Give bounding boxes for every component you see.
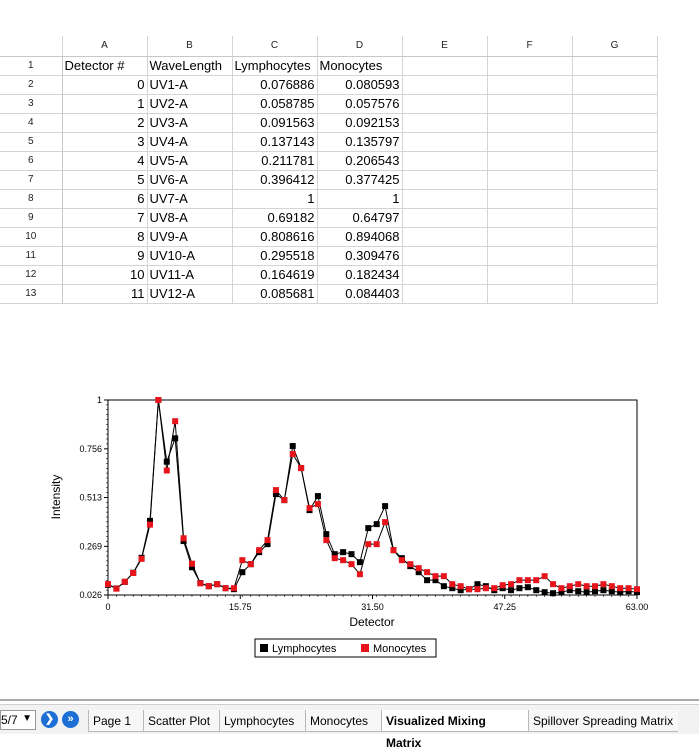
data-point [634,586,640,592]
data-point [172,418,178,424]
cell[interactable]: 0.894068 [317,227,402,246]
cell[interactable] [487,151,572,170]
data-point [390,547,396,553]
data-point [542,573,548,579]
table-row [0,170,657,189]
data-point [508,587,514,593]
cell[interactable] [572,284,657,303]
data-point [449,581,455,587]
data-point [609,583,615,589]
cell[interactable]: 1 [232,189,317,208]
cell[interactable]: 0.091563 [232,113,317,132]
cell[interactable] [402,189,487,208]
cell[interactable] [487,132,572,151]
cell[interactable] [402,265,487,284]
data-point [357,571,363,577]
cell[interactable] [572,246,657,265]
data-point [533,577,539,583]
y-tick-label: 1 [96,395,102,405]
data-point [516,577,522,583]
table-row [0,94,657,113]
cell[interactable]: UV8-A [147,208,232,227]
cell[interactable]: 10 [62,265,147,284]
cell[interactable] [402,75,487,94]
cell[interactable]: 0.137143 [232,132,317,151]
cell[interactable]: 0.084403 [317,284,402,303]
cell[interactable]: 5 [62,170,147,189]
y-tick-label: 0.513 [79,492,102,503]
legend-swatch-monocytes [361,644,369,652]
cell[interactable] [572,208,657,227]
cell[interactable]: 0.211781 [232,151,317,170]
data-point [349,551,355,557]
data-point [113,586,119,592]
data-point [550,590,556,596]
cell[interactable] [572,132,657,151]
cell[interactable] [487,227,572,246]
column-header[interactable]: A [62,36,147,56]
cell[interactable]: 0.135797 [317,132,402,151]
cell[interactable] [572,265,657,284]
cell[interactable]: 0.057576 [317,94,402,113]
cell[interactable] [487,113,572,132]
column-header[interactable]: G [572,36,657,56]
tab-spillover-spreading-matrix[interactable]: Spillover Spreading Matrix [528,710,678,732]
data-point [105,581,111,587]
cell[interactable] [402,170,487,189]
data-point [323,537,329,543]
cell[interactable] [572,56,657,75]
data-point [206,583,212,589]
data-point [189,561,195,567]
cell[interactable]: 4 [62,151,147,170]
data-point [340,557,346,563]
cell[interactable]: 0.164619 [232,265,317,284]
data-point [307,505,313,511]
data-point [340,549,346,555]
cell[interactable]: 8 [62,227,147,246]
cell[interactable]: 9 [62,246,147,265]
data-point [164,467,170,473]
cell[interactable] [402,132,487,151]
cell[interactable]: 0.080593 [317,75,402,94]
x-tick-label: 15.75 [228,602,252,612]
table-row [0,246,657,265]
column-header[interactable]: D [317,36,402,56]
cell[interactable] [487,284,572,303]
data-point [256,547,262,553]
corner-cell[interactable] [0,36,62,56]
tab-lymphocytes[interactable]: Lymphocytes [219,710,305,732]
data-point [248,561,254,567]
data-point [466,586,472,592]
data-point [273,487,279,493]
data-point [382,503,388,509]
data-point [399,557,405,563]
table-row [0,189,657,208]
data-point [223,585,229,591]
cell[interactable]: 0.295518 [232,246,317,265]
data-point [122,579,128,585]
cell[interactable] [402,113,487,132]
x-tick-label: 63.00 [625,602,649,612]
row-number[interactable]: 11 [0,246,62,265]
cell[interactable] [402,284,487,303]
spectrum-chart [40,385,649,665]
data-point [181,535,187,541]
legend-label-lymphocytes: Lymphocytes [272,643,337,655]
cell[interactable]: 6 [62,189,147,208]
data-point [575,581,581,587]
data-point [231,585,237,591]
cell[interactable]: 0 [62,75,147,94]
data-point [281,497,287,503]
legend [255,639,436,657]
cell[interactable] [572,75,657,94]
cell[interactable] [572,189,657,208]
data-point [525,577,531,583]
cell[interactable] [487,56,572,75]
table-row [0,113,657,132]
cell[interactable] [572,227,657,246]
cell[interactable]: 0.64797 [317,208,402,227]
legend-label-monocytes: Monocytes [373,643,427,655]
tab-page-1[interactable]: Page 1 [88,710,143,732]
data-point [432,573,438,579]
cell[interactable]: UV10-A [147,246,232,265]
cell[interactable]: UV1-A [147,75,232,94]
cell[interactable]: 0.309476 [317,246,402,265]
data-point [197,580,203,586]
next-page-icon[interactable]: ❯ [41,711,58,728]
cell[interactable]: 0.808616 [232,227,317,246]
row-number[interactable]: 3 [0,94,62,113]
data-point [567,583,573,589]
cell[interactable]: 0.69182 [232,208,317,227]
column-header[interactable]: F [487,36,572,56]
column-header[interactable]: E [402,36,487,56]
cell[interactable]: 0.058785 [232,94,317,113]
data-point [500,582,506,588]
data-point [542,589,548,595]
y-axis [79,395,108,600]
cell[interactable] [572,94,657,113]
x-tick-label: 47.25 [493,602,517,612]
cell[interactable] [402,56,487,75]
y-tick-label: 0.756 [79,443,102,454]
data-point [508,581,514,587]
row-number[interactable]: 5 [0,132,62,151]
tab-monocytes[interactable]: Monocytes [305,710,381,732]
cell[interactable]: 0.085681 [232,284,317,303]
data-point [315,501,321,507]
cell[interactable]: 2 [62,113,147,132]
table-row [0,132,657,151]
y-axis-label: Intensity [49,474,63,520]
cell[interactable]: UV3-A [147,113,232,132]
data-point [491,585,497,591]
row-number[interactable]: 7 [0,170,62,189]
data-point [374,541,380,547]
data-point [424,577,430,583]
chart-svg [40,385,649,665]
cell[interactable]: WaveLength [147,56,232,75]
cell[interactable]: 11 [62,284,147,303]
data-point [139,556,145,562]
cell[interactable] [402,208,487,227]
table-row [0,284,657,303]
cell[interactable]: 7 [62,208,147,227]
table-row [0,151,657,170]
cell[interactable] [402,227,487,246]
cell[interactable]: UV5-A [147,151,232,170]
tab-scatter-plot[interactable]: Scatter Plot [143,710,219,732]
table-row [0,227,657,246]
row-number[interactable]: 9 [0,208,62,227]
data-point [416,565,422,571]
data-point [155,397,161,403]
cell[interactable] [487,75,572,94]
column-header[interactable]: B [147,36,232,56]
cell[interactable]: UV9-A [147,227,232,246]
data-point [407,561,413,567]
cell[interactable]: 3 [62,132,147,151]
data-point [290,451,296,457]
cell[interactable]: UV2-A [147,94,232,113]
header-data-row [0,56,657,75]
tab-visualized-mixing-matrix[interactable]: Visualized Mixing Matrix [381,710,528,732]
data-point [525,584,531,590]
cell[interactable] [572,170,657,189]
data-point [365,541,371,547]
cell[interactable] [572,151,657,170]
data-point [441,583,447,589]
x-tick-label: 31.50 [361,602,384,612]
x-axis-label: Detector [349,615,395,629]
cell[interactable]: UV12-A [147,284,232,303]
data-point [600,581,606,587]
page-selector-value: 5/7 [1,713,18,727]
data-point [558,585,564,591]
last-page-icon[interactable]: » [62,711,79,728]
spreadsheet [0,36,658,304]
table-row [0,75,657,94]
data-point [474,586,480,592]
y-tick-label: 0.026 [79,590,102,600]
data-point [584,583,590,589]
data-point [382,519,388,525]
x-tick-label: 0 [105,602,111,612]
data-point [458,583,464,589]
spreadsheet-grid [0,36,658,304]
cell[interactable]: UV6-A [147,170,232,189]
data-point [550,581,556,587]
cell[interactable] [402,151,487,170]
cell[interactable] [487,208,572,227]
row-number[interactable]: 1 [0,56,62,75]
page-selector[interactable] [0,710,36,730]
cell[interactable] [572,113,657,132]
data-point [626,585,632,591]
data-point [265,537,271,543]
cell[interactable]: Detector # [62,56,147,75]
data-point [533,587,539,593]
data-point [617,585,623,591]
data-point [147,522,153,528]
horizontal-scrollbar[interactable] [0,699,699,701]
data-point [424,569,430,575]
row-number[interactable]: 13 [0,284,62,303]
row-number[interactable]: 4 [0,113,62,132]
table-row [0,265,657,284]
row-number[interactable]: 2 [0,75,62,94]
cell[interactable]: Lymphocytes [232,56,317,75]
data-point [575,588,581,594]
data-point [332,555,338,561]
cell[interactable]: UV11-A [147,265,232,284]
data-point [483,585,489,591]
row-number[interactable]: 6 [0,151,62,170]
cell[interactable] [487,265,572,284]
plot-area [108,400,637,595]
cell[interactable]: UV7-A [147,189,232,208]
data-point [214,581,220,587]
cell[interactable] [487,94,572,113]
cell[interactable]: 1 [62,94,147,113]
cell[interactable] [402,94,487,113]
x-axis [105,595,648,612]
data-point [584,589,590,595]
cell[interactable] [487,246,572,265]
row-number[interactable]: 10 [0,227,62,246]
column-header[interactable]: C [232,36,317,56]
cell[interactable]: 0.377425 [317,170,402,189]
cell[interactable]: 0.076886 [232,75,317,94]
data-point [516,585,522,591]
y-tick-label: 0.269 [79,541,102,552]
data-point [349,561,355,567]
data-point [239,557,245,563]
cell[interactable]: 0.396412 [232,170,317,189]
data-point [441,573,447,579]
table-row [0,208,657,227]
cell[interactable] [487,189,572,208]
data-point [592,583,598,589]
data-point [315,493,321,499]
data-point [239,569,245,575]
row-number[interactable]: 8 [0,189,62,208]
data-point [357,559,363,565]
cell[interactable]: 1 [317,189,402,208]
data-point [298,465,304,471]
data-point [374,521,380,527]
cell[interactable]: 0.092153 [317,113,402,132]
row-number[interactable]: 12 [0,265,62,284]
data-point [365,525,371,531]
cell[interactable]: Monocytes [317,56,402,75]
data-point [600,587,606,593]
cell[interactable]: 0.206543 [317,151,402,170]
cell[interactable] [487,170,572,189]
cell[interactable]: UV4-A [147,132,232,151]
data-point [290,443,296,449]
column-header-row [0,36,657,56]
cell[interactable] [402,246,487,265]
cell[interactable]: 0.182434 [317,265,402,284]
legend-swatch-lymphocytes [260,644,268,652]
data-point [130,570,136,576]
chevron-down-icon: ▼ [22,713,32,724]
